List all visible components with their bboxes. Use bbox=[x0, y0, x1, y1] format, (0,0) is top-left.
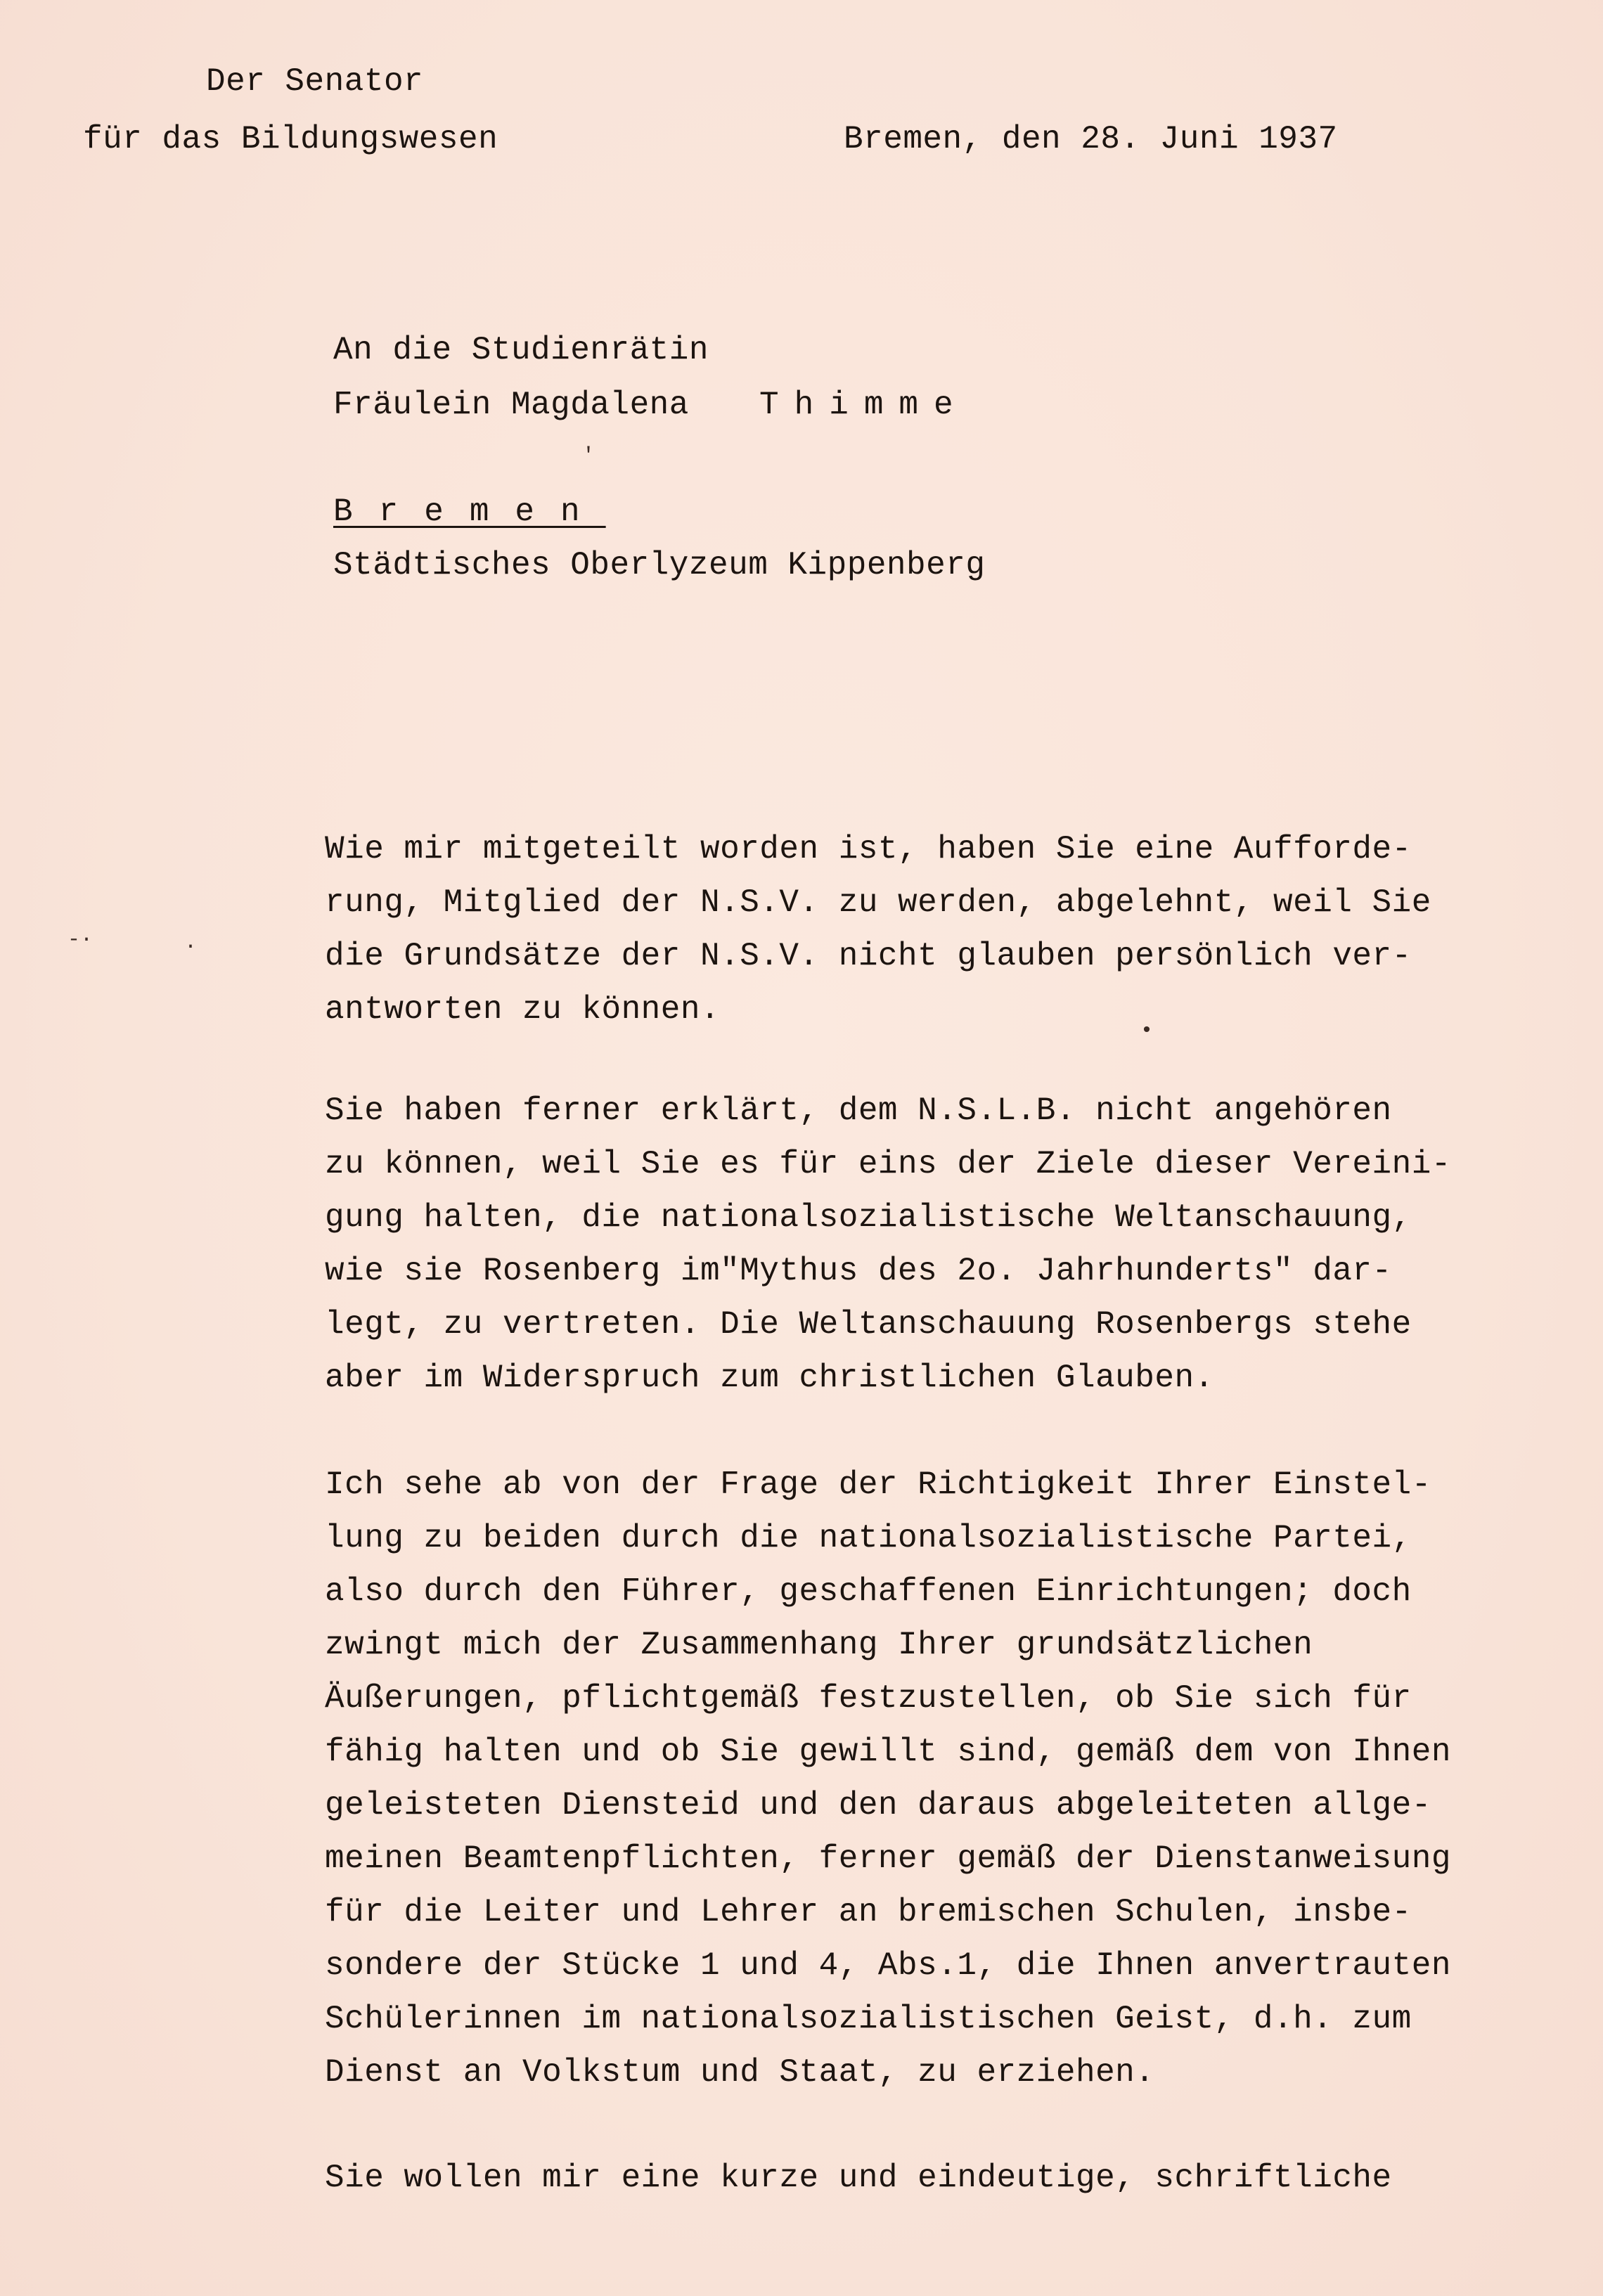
place-date: Bremen, den 28. Juni 1937 bbox=[844, 121, 1338, 157]
recipient-name: Fräulein Magdalena bbox=[333, 387, 689, 423]
body-line: rung, Mitglied der N.S.V. zu werden, abgelehnt, weil Sie bbox=[325, 884, 1431, 921]
body-line: gung halten, die nationalsozialistische Weltanschauung, bbox=[325, 1199, 1412, 1236]
body-line: Wie mir mitgeteilt worden ist, haben Sie eine Aufforde- bbox=[325, 831, 1412, 868]
body-line: zwingt mich der Zusammenhang Ihrer grundsätzlichen bbox=[325, 1627, 1313, 1663]
body-line: zu können, weil Sie es für eins der Ziele dieser Vereini- bbox=[325, 1146, 1451, 1182]
body-line: Schülerinnen im nationalsozialistischen Geist, d.h. zum bbox=[325, 2001, 1412, 2037]
body-line: meinen Beamtenpflichten, ferner gemäß der Dienstanweisung bbox=[325, 1840, 1451, 1877]
body-line: also durch den Führer, geschaffenen Einrichtungen; doch bbox=[325, 1573, 1412, 1610]
body-line: geleisteten Diensteid und den daraus abgeleiteten allge- bbox=[325, 1787, 1431, 1824]
body-line: sondere der Stücke 1 und 4, Abs.1, die Ihnen anvertrauten bbox=[325, 1947, 1451, 1984]
sender-line-1: Der Senator bbox=[206, 63, 424, 100]
sender-line-2: für das Bildungswesen bbox=[83, 121, 498, 157]
body-line: Äußerungen, pflichtgemäß festzustellen, ob Sie sich für bbox=[325, 1680, 1412, 1717]
stray-mark: · bbox=[184, 935, 198, 959]
body-line: die Grundsätze der N.S.V. nicht glauben persönlich ver- bbox=[325, 938, 1412, 974]
body-line: fähig halten und ob Sie gewillt sind, gemäß dem von Ihnen bbox=[325, 1734, 1451, 1770]
recipient-surname: Thimme bbox=[759, 387, 969, 423]
body-line: Ich sehe ab von der Frage der Richtigkeit Ihrer Einstel- bbox=[325, 1466, 1431, 1503]
body-line: aber im Widerspruch zum christlichen Glauben. bbox=[325, 1360, 1214, 1396]
body-line: Dienst an Volkstum und Staat, zu erziehen. bbox=[325, 2054, 1155, 2091]
body-line: lung zu beiden durch die nationalsozialistische Partei, bbox=[325, 1520, 1412, 1556]
body-line: Sie haben ferner erklärt, dem N.S.L.B. nicht angehören bbox=[325, 1092, 1392, 1129]
recipient-line-1: An die Studienrätin bbox=[333, 332, 709, 368]
body-line: Sie wollen mir eine kurze und eindeutige, schriftliche bbox=[325, 2160, 1392, 2196]
recipient-school: Städtisches Oberlyzeum Kippenberg bbox=[333, 547, 986, 583]
stray-mark: -· bbox=[67, 928, 94, 952]
body-line: legt, zu vertreten. Die Weltanschauung Rosenbergs stehe bbox=[325, 1306, 1412, 1343]
body-line: antworten zu können. bbox=[325, 991, 721, 1028]
body-line: wie sie Rosenberg im"Mythus des 2o. Jahrhunderts" dar- bbox=[325, 1253, 1392, 1289]
stray-mark: ′ bbox=[582, 444, 596, 468]
body-line: für die Leiter und Lehrer an bremischen Schulen, insbe- bbox=[325, 1894, 1412, 1930]
recipient-city: Bremen bbox=[333, 494, 606, 530]
stray-mark: • bbox=[1140, 1019, 1154, 1043]
